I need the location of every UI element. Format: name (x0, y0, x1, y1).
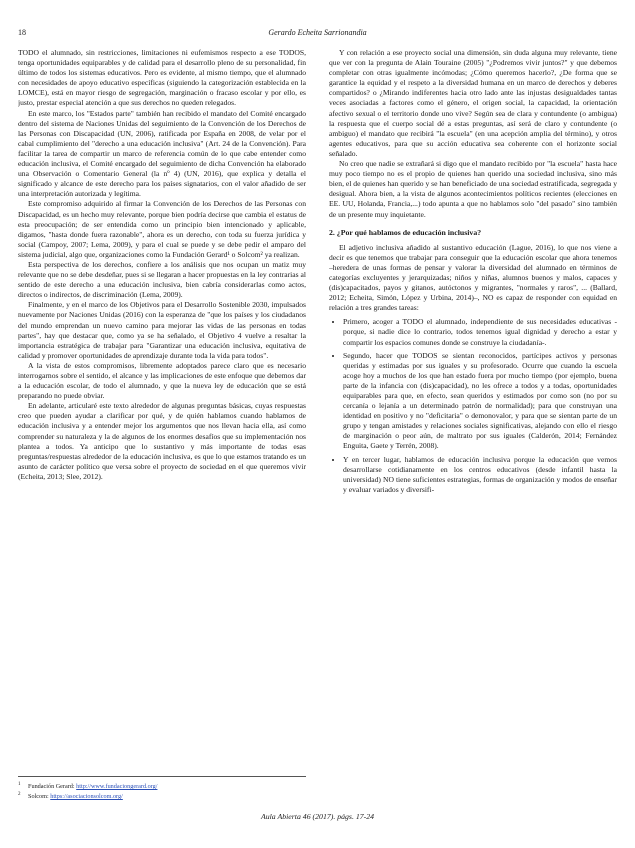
list-item: • Y en tercer lugar, hablamos de educación inclusiva porque la educación que vemos desarrollarse cotidianamente en los centros educativos (desde infantil hasta la universidad) NO tiene suficientes estrategias, formas de organización y modos de enseñar y evaluar variados y diversifi- (343, 455, 617, 495)
footnote-link[interactable]: https://asociacionsolcom.org/ (50, 793, 123, 801)
page-header (18, 28, 617, 42)
section-heading: 2. ¿Por qué hablamos de educación inclusiva? (329, 227, 482, 237)
page-footer: Aula Abierta 46 (2017). págs. 17-24 (260, 812, 375, 821)
page-number: 18 (18, 28, 26, 37)
footnote-mark: 1 (18, 782, 21, 787)
list-item: • Segundo, hacer que TODOS se sientan reconocidos, partícipes activos y personas queridas y estimadas por sus iguales y su profesorado. Ocurre que cuando la escuela acoge hoy a muchos de los que han estado fuera por mucho tiempo (por ejemplo, buena parte de la infancia con (dis)capacidad), no les ofrece a todos y a todas, oportunidades equiparables para que, en efecto, sean queridos y estimados por como son (no por su cercanía o lejanía a un determinado patrón de normalidad); para que construyan una identidad en positivo y no "deficitaria" o demonovalor, y para que se sientan parte de un grupo y tengan amistades y relaciones sociales significativas, alejando con ello el riesgo de marginación o peor aún, de maltrato por sus iguales (Calderón, 2014; Fernández Enguita, Gaete y Terrén, 2008). (343, 351, 617, 452)
left-column (18, 48, 306, 738)
body-paragraph: No creo que nadie se extrañará si digo que el mandato recibido por "la escuela" hasta hace muy poco tiempo no es el propio de quienes han querido una sociedad inclusiva, sino más bien, el de quienes han querido y se han beneficiado de una sociedad estratificada, segregada y desigual. Ahora bien, a la vista de algunos acontecimientos políticos recientes (elecciones en EE. UU, Holanda, Francia,...) todo apunta a que no hablamos solo "del pasado" sino también de un presente muy inquietante. (329, 159, 617, 219)
footnote-label: Fundación Gerard: (28, 783, 75, 791)
footnote-label: Solcom: (28, 793, 49, 801)
list-item: • Primero, acoger a TODO el alumnado, independiente de sus necesidades educativas -porque, si nadie dice lo contrario, todos tenemos igual dignidad y derecho a estar y compartir los espacios comunes donde se construye la ciudadanía-. (343, 317, 617, 347)
footnote (18, 791, 306, 801)
body-paragraph: Y con relación a ese proyecto social una dimensión, sin duda alguna muy relevante, tiene que ver con la pregunta de Alain Touraine (2005) "¿Podremos vivir juntos?" y que debemos completar con otras igualmente incómodas; ¿Cómo queremos hacerlo?, ¿De forma que se garantice la equidad y el respeto a la diversidad humana en un marco de derechos y deberes compartidos? o ¿Mirando indiferentes hacia otro lado ante las injustas desigualdades tantas veces asociadas a factores como el género, el origen social, la capacidad, la orientación afectivo sexual o el territorio donde uno vive? Según sea de clara y contundente (o ambigua) la respuesta que el cuerpo social dé a estas preguntas, así será de claro y contundente (o ambiguo) el mandato que recibirá "la escuela" (en una acepción amplia del término), y otros agentes educativos, para que su acción educativa sea coherente con el horizonte social señalado. (329, 48, 617, 158)
body-paragraph: Finalmente, y en el marco de los Objetivos para el Desarrollo Sostenible 2030, impulsados nuevamente por Naciones Unidas (2016) con la esperanza de "que los países y los ciudadanos del mundo emprendan un nuevo camino para mejorar las vidas de las personas en todas partes", hay que destacar que, como ya se ha señalado, el Objetivo 4 vuelve a resaltar la importancia estratégica de trabajar para "Garantizar una educación inclusiva, equitativa de calidad y promover oportunidades de aprendizaje durante toda la vida para todos". (18, 300, 306, 360)
body-paragraph: TODO el alumnado, sin restricciones, limitaciones ni eufemismos respecto a ese TODOS, tenga oportunidades equiparables y de calidad para el desarrollo pleno de su personalidad, fin último de todos los sistemas educativos. Pero es evidente, al mismo tiempo, que el alumnado con necesidades de apoyo educativo específicas (siguiendo la categorización establecida en la LOMCE), está en mayor riesgo de segregación, marginación o fracaso escolar y por ello, es justo, prestar especial atención a que sus derechos no queden relegados. (18, 48, 306, 108)
task-list (329, 317, 617, 495)
footnote (18, 781, 306, 791)
body-paragraph: Este compromiso adquirido al firmar la Convención de los Derechos de las Personas con Discapacidad, es un hecho muy relevante, porque bien podría decirse que cambia el estatus de esta preocupación; de ser entendida como un principio bien intencionado y aplicable, digamos, "hasta donde fuera razonable", ahora es un derecho, con toda su fuerza jurídica y social (Campoy, 2007; Lema, 2009), y para el cual se puede y se debe pedir el amparo del sistema judicial, algo que, organizaciones como la Fundación Gerard¹ o Solcom² ya realizan. (18, 199, 306, 259)
footnote-link[interactable]: http://www.fundaciongerard.org/ (76, 783, 158, 791)
body-paragraph: En adelante, articularé este texto alrededor de algunas preguntas básicas, cuyas respuestas creo que pueden ayudar a clarificar por qué, y de quién hablamos cuando hablamos de educación inclusiva y a entender mejor los argumentos que nos llevan hacia ella, así como comprender su naturaleza y la de algunos de los enormes desafíos que su implementación nos plantea a todos. Ya anticipo que lo sustantivo y más importante de todas esas preguntas/respuestas alrededor de la educación inclusiva, es que lo que estamos tratando es un asunto de carácter político que versa sobre el proyecto de sociedad en el que queremos vivir (Echeita, 2013; Slee, 2012). (18, 401, 306, 481)
running-head: Gerardo Echeita Sarrionandia (268, 28, 367, 37)
body-paragraph: A la vista de estos compromisos, libremente adoptados parece claro que es necesario interrogarnos sobre el sentido, el alcance y las implicaciones de este enfoque que debemos dar a la educación escolar, de todo el alumnado, y que la nueva ley de educación que se está preparando no puede obviar. (18, 360, 306, 401)
footnotes (18, 776, 306, 801)
body-paragraph: Esta perspectiva de los derechos, confiere a los análisis que nos ocupan un matiz muy relevante que no se debe desdeñar, pues si se llegaran a hacer propuestas en la ley contrarias al sentido de este derecho a una educación inclusiva, bien cabría considerarlas como actos, directos o indirectos, de discriminación (Lema, 2009). (18, 259, 306, 300)
body-paragraph: El adjetivo inclusiva añadido al sustantivo educación (Lague, 2016), lo que nos viene a decir es que tenemos que trabajar para conseguir que la educación escolar que ahora tenemos –heredera de unas formas de pensar y valorar la diversidad del alumnado en términos de categorías excluyentes y jerarquizadas; niños y niñas, alumnos buenos y malos, capaces y (dis)capacitados, payos y gitanos, autóctonos y migrantes, "normales y raros", ... (Ballard, 2012; Echeita, Simón, López y Urbina, 2014)–, NO es capaz de responder con equidad en relación a tres grandes tareas: (329, 242, 617, 313)
footnote-mark: 2 (18, 792, 21, 798)
right-column (329, 48, 617, 738)
body-paragraph: En este marco, los "Estados parte" también han recibido el mandato del Comité encargado dentro del sistema de Naciones Unidas del seguimiento de la Convención de los Derechos de las Personas con Discapacidad (UN, 2006), ratificada por España en 2008, de velar por el cabal cumplimiento del "derecho a una educación inclusiva" (Art. 24 de la Convención). Para facilitar la tarea de compartir un marco de referencia común de lo que cabe entender como educación inclusiva, el Comité encargado del seguimiento de dicha Convención ha elaborado una Observación o Comentario General (la nº 4) (UN, 2016), que explica y detalla el significado y alcance de este derecho para los países signatarios, con el valor añadido de ser una interpretación autorizada y legítima. (18, 108, 306, 199)
